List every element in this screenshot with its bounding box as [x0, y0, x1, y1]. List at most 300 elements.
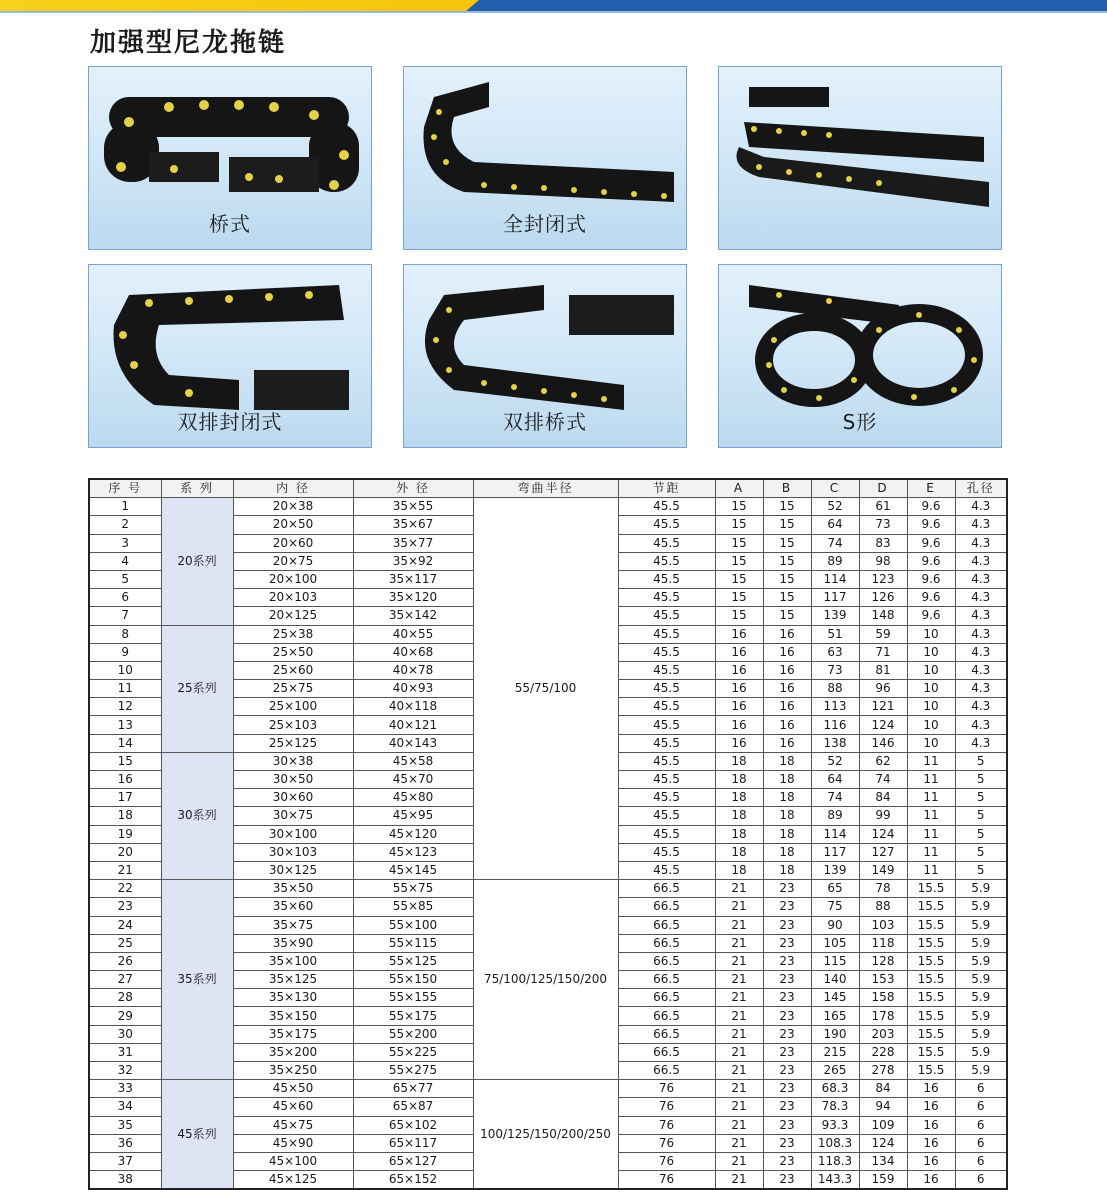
pitch-cell: 45.5 [618, 861, 715, 879]
photo-double-row-bridge [403, 264, 687, 448]
dim-e-cell: 11 [907, 861, 955, 879]
inner-size-cell: 35×125 [233, 971, 353, 989]
outer-size-cell: 65×102 [353, 1116, 473, 1134]
hole-diameter-cell: 5.9 [955, 989, 1007, 1007]
dim-b-cell: 23 [763, 1134, 811, 1152]
inner-size-cell: 35×60 [233, 898, 353, 916]
dim-e-cell: 9.6 [907, 534, 955, 552]
index-cell: 21 [89, 861, 161, 879]
index-cell: 4 [89, 552, 161, 570]
dim-c-cell: 116 [811, 716, 859, 734]
outer-size-cell: 55×125 [353, 952, 473, 970]
dim-d-cell: 159 [859, 1171, 907, 1190]
pitch-cell: 45.5 [618, 752, 715, 770]
dim-c-cell: 52 [811, 498, 859, 516]
dim-a-cell: 15 [715, 534, 763, 552]
pitch-cell: 45.5 [618, 552, 715, 570]
dim-c-cell: 78.3 [811, 1098, 859, 1116]
outer-size-cell: 40×55 [353, 625, 473, 643]
outer-size-cell: 35×77 [353, 534, 473, 552]
series-cell: 35系列 [161, 880, 233, 1080]
hole-diameter-cell: 4.3 [955, 734, 1007, 752]
dim-c-cell: 73 [811, 661, 859, 679]
dim-b-cell: 15 [763, 534, 811, 552]
header-cell: C [811, 479, 859, 498]
index-cell: 3 [89, 534, 161, 552]
hole-diameter-cell: 4.3 [955, 716, 1007, 734]
pitch-cell: 45.5 [618, 716, 715, 734]
dim-d-cell: 128 [859, 952, 907, 970]
dim-a-cell: 21 [715, 1080, 763, 1098]
inner-size-cell: 25×100 [233, 698, 353, 716]
dim-d-cell: 103 [859, 916, 907, 934]
dim-b-cell: 23 [763, 934, 811, 952]
outer-size-cell: 55×75 [353, 880, 473, 898]
header-cell: E [907, 479, 955, 498]
dim-c-cell: 63 [811, 643, 859, 661]
dim-b-cell: 16 [763, 734, 811, 752]
dim-c-cell: 115 [811, 952, 859, 970]
photo-caption: 全封闭式 [503, 212, 587, 236]
photo-double-bridge [718, 66, 1002, 250]
dim-e-cell: 10 [907, 716, 955, 734]
dim-c-cell: 143.3 [811, 1171, 859, 1190]
hole-diameter-cell: 4.3 [955, 516, 1007, 534]
series-cell: 25系列 [161, 625, 233, 752]
dim-c-cell: 105 [811, 934, 859, 952]
dim-e-cell: 11 [907, 807, 955, 825]
outer-size-cell: 45×95 [353, 807, 473, 825]
dim-c-cell: 65 [811, 880, 859, 898]
hole-diameter-cell: 6 [955, 1152, 1007, 1170]
dim-b-cell: 16 [763, 643, 811, 661]
dim-a-cell: 21 [715, 934, 763, 952]
dim-b-cell: 16 [763, 716, 811, 734]
outer-size-cell: 55×155 [353, 989, 473, 1007]
pitch-cell: 66.5 [618, 952, 715, 970]
index-cell: 9 [89, 643, 161, 661]
hole-diameter-cell: 5 [955, 789, 1007, 807]
hole-diameter-cell: 4.3 [955, 698, 1007, 716]
bend-radius-cell: 75/100/125/150/200 [473, 880, 618, 1080]
inner-size-cell: 35×175 [233, 1025, 353, 1043]
dim-d-cell: 78 [859, 880, 907, 898]
dim-b-cell: 15 [763, 607, 811, 625]
dim-e-cell: 9.6 [907, 552, 955, 570]
dim-d-cell: 153 [859, 971, 907, 989]
dim-e-cell: 9.6 [907, 607, 955, 625]
index-cell: 8 [89, 625, 161, 643]
inner-size-cell: 20×50 [233, 516, 353, 534]
pitch-cell: 66.5 [618, 1062, 715, 1080]
dim-e-cell: 16 [907, 1171, 955, 1190]
dim-d-cell: 123 [859, 570, 907, 588]
pitch-cell: 45.5 [618, 625, 715, 643]
header-cell: 系 列 [161, 479, 233, 498]
header-cell: 序 号 [89, 479, 161, 498]
outer-size-cell: 35×67 [353, 516, 473, 534]
hole-diameter-cell: 5.9 [955, 1043, 1007, 1061]
index-cell: 23 [89, 898, 161, 916]
dim-d-cell: 134 [859, 1152, 907, 1170]
header-cell: 节距 [618, 479, 715, 498]
header-cell: 弯曲半径 [473, 479, 618, 498]
dim-a-cell: 16 [715, 680, 763, 698]
pitch-cell: 66.5 [618, 898, 715, 916]
photo-caption: 双排桥式 [503, 410, 587, 434]
outer-size-cell: 40×78 [353, 661, 473, 679]
outer-size-cell: 45×120 [353, 825, 473, 843]
inner-size-cell: 25×38 [233, 625, 353, 643]
pitch-cell: 45.5 [618, 534, 715, 552]
hole-diameter-cell: 4.3 [955, 552, 1007, 570]
dim-a-cell: 18 [715, 807, 763, 825]
dim-b-cell: 15 [763, 570, 811, 588]
index-cell: 25 [89, 934, 161, 952]
index-cell: 5 [89, 570, 161, 588]
outer-size-cell: 40×93 [353, 680, 473, 698]
dim-a-cell: 16 [715, 643, 763, 661]
inner-size-cell: 35×150 [233, 1007, 353, 1025]
spec-table [88, 478, 1008, 1190]
pitch-cell: 45.5 [618, 825, 715, 843]
index-cell: 38 [89, 1171, 161, 1190]
photo-caption: 桥式 [209, 212, 251, 236]
index-cell: 15 [89, 752, 161, 770]
index-cell: 26 [89, 952, 161, 970]
dim-b-cell: 23 [763, 1116, 811, 1134]
dim-a-cell: 15 [715, 589, 763, 607]
hole-diameter-cell: 6 [955, 1080, 1007, 1098]
outer-size-cell: 40×118 [353, 698, 473, 716]
dim-a-cell: 21 [715, 1171, 763, 1190]
photo-bridge [88, 66, 372, 250]
outer-size-cell: 55×175 [353, 1007, 473, 1025]
dim-e-cell: 15.5 [907, 880, 955, 898]
index-cell: 19 [89, 825, 161, 843]
outer-size-cell: 40×121 [353, 716, 473, 734]
dim-b-cell: 18 [763, 861, 811, 879]
dim-b-cell: 18 [763, 843, 811, 861]
dim-e-cell: 15.5 [907, 1007, 955, 1025]
photo-caption: 双排封闭式 [177, 410, 283, 434]
dim-e-cell: 15.5 [907, 1062, 955, 1080]
index-cell: 16 [89, 771, 161, 789]
dim-c-cell: 117 [811, 589, 859, 607]
header-cell: D [859, 479, 907, 498]
hole-diameter-cell: 6 [955, 1116, 1007, 1134]
dim-c-cell: 190 [811, 1025, 859, 1043]
outer-size-cell: 45×58 [353, 752, 473, 770]
index-cell: 37 [89, 1152, 161, 1170]
dim-a-cell: 21 [715, 1152, 763, 1170]
dim-a-cell: 18 [715, 843, 763, 861]
inner-size-cell: 20×103 [233, 589, 353, 607]
dim-e-cell: 16 [907, 1152, 955, 1170]
dim-b-cell: 23 [763, 1098, 811, 1116]
dim-d-cell: 124 [859, 716, 907, 734]
bend-radius-cell: 55/75/100 [473, 498, 618, 880]
dim-e-cell: 15.5 [907, 1043, 955, 1061]
inner-size-cell: 25×60 [233, 661, 353, 679]
dim-c-cell: 265 [811, 1062, 859, 1080]
dim-b-cell: 15 [763, 516, 811, 534]
hole-diameter-cell: 5 [955, 752, 1007, 770]
dim-b-cell: 18 [763, 752, 811, 770]
dim-b-cell: 23 [763, 880, 811, 898]
dim-d-cell: 118 [859, 934, 907, 952]
dim-e-cell: 10 [907, 625, 955, 643]
dim-b-cell: 18 [763, 789, 811, 807]
outer-size-cell: 45×123 [353, 843, 473, 861]
dim-b-cell: 23 [763, 971, 811, 989]
index-cell: 24 [89, 916, 161, 934]
hole-diameter-cell: 5.9 [955, 971, 1007, 989]
index-cell: 17 [89, 789, 161, 807]
outer-size-cell: 55×115 [353, 934, 473, 952]
dim-c-cell: 89 [811, 807, 859, 825]
pitch-cell: 45.5 [618, 680, 715, 698]
dim-e-cell: 10 [907, 661, 955, 679]
hole-diameter-cell: 4.3 [955, 625, 1007, 643]
dim-c-cell: 74 [811, 534, 859, 552]
dim-b-cell: 23 [763, 898, 811, 916]
inner-size-cell: 30×60 [233, 789, 353, 807]
dim-e-cell: 16 [907, 1080, 955, 1098]
outer-size-cell: 65×87 [353, 1098, 473, 1116]
dim-b-cell: 15 [763, 552, 811, 570]
hole-diameter-cell: 4.3 [955, 607, 1007, 625]
index-cell: 14 [89, 734, 161, 752]
outer-size-cell: 35×55 [353, 498, 473, 516]
dim-c-cell: 113 [811, 698, 859, 716]
dim-a-cell: 15 [715, 498, 763, 516]
inner-size-cell: 35×130 [233, 989, 353, 1007]
pitch-cell: 76 [618, 1152, 715, 1170]
dim-b-cell: 23 [763, 916, 811, 934]
dim-c-cell: 108.3 [811, 1134, 859, 1152]
outer-size-cell: 55×100 [353, 916, 473, 934]
dim-c-cell: 74 [811, 789, 859, 807]
dim-d-cell: 74 [859, 771, 907, 789]
dim-a-cell: 21 [715, 952, 763, 970]
index-cell: 28 [89, 989, 161, 1007]
inner-size-cell: 30×100 [233, 825, 353, 843]
dim-c-cell: 215 [811, 1043, 859, 1061]
dim-d-cell: 98 [859, 552, 907, 570]
outer-size-cell: 35×120 [353, 589, 473, 607]
pitch-cell: 76 [618, 1080, 715, 1098]
outer-size-cell: 40×143 [353, 734, 473, 752]
dim-d-cell: 73 [859, 516, 907, 534]
pitch-cell: 66.5 [618, 1025, 715, 1043]
hole-diameter-cell: 5.9 [955, 934, 1007, 952]
dim-a-cell: 21 [715, 916, 763, 934]
pitch-cell: 66.5 [618, 916, 715, 934]
outer-size-cell: 55×275 [353, 1062, 473, 1080]
dim-a-cell: 18 [715, 789, 763, 807]
dim-e-cell: 15.5 [907, 952, 955, 970]
dim-d-cell: 278 [859, 1062, 907, 1080]
header-rule [0, 11, 1107, 13]
table-row [89, 1080, 1007, 1098]
dim-e-cell: 11 [907, 825, 955, 843]
dim-d-cell: 99 [859, 807, 907, 825]
dim-e-cell: 16 [907, 1134, 955, 1152]
double-bridge-chain-image [719, 67, 1002, 250]
index-cell: 6 [89, 589, 161, 607]
outer-size-cell: 55×200 [353, 1025, 473, 1043]
hole-diameter-cell: 4.3 [955, 661, 1007, 679]
dim-e-cell: 9.6 [907, 589, 955, 607]
pitch-cell: 76 [618, 1134, 715, 1152]
inner-size-cell: 45×50 [233, 1080, 353, 1098]
inner-size-cell: 20×100 [233, 570, 353, 588]
hole-diameter-cell: 5 [955, 861, 1007, 879]
dim-d-cell: 124 [859, 1134, 907, 1152]
dim-b-cell: 16 [763, 661, 811, 679]
dim-d-cell: 178 [859, 1007, 907, 1025]
dim-d-cell: 124 [859, 825, 907, 843]
dim-a-cell: 21 [715, 989, 763, 1007]
inner-size-cell: 45×125 [233, 1171, 353, 1190]
inner-size-cell: 45×90 [233, 1134, 353, 1152]
dim-b-cell: 23 [763, 989, 811, 1007]
index-cell: 35 [89, 1116, 161, 1134]
dim-c-cell: 114 [811, 570, 859, 588]
index-cell: 34 [89, 1098, 161, 1116]
inner-size-cell: 35×250 [233, 1062, 353, 1080]
index-cell: 7 [89, 607, 161, 625]
index-cell: 20 [89, 843, 161, 861]
inner-size-cell: 45×60 [233, 1098, 353, 1116]
header-cell: 孔径 [955, 479, 1007, 498]
pitch-cell: 45.5 [618, 843, 715, 861]
photo-s-shape [718, 264, 1002, 448]
hole-diameter-cell: 4.3 [955, 643, 1007, 661]
hole-diameter-cell: 4.3 [955, 570, 1007, 588]
dim-b-cell: 23 [763, 1171, 811, 1190]
dim-c-cell: 145 [811, 989, 859, 1007]
hole-diameter-cell: 5.9 [955, 898, 1007, 916]
dim-a-cell: 15 [715, 552, 763, 570]
dim-b-cell: 23 [763, 1025, 811, 1043]
inner-size-cell: 20×60 [233, 534, 353, 552]
hole-diameter-cell: 5.9 [955, 1007, 1007, 1025]
dim-c-cell: 51 [811, 625, 859, 643]
dim-b-cell: 18 [763, 825, 811, 843]
pitch-cell: 66.5 [618, 971, 715, 989]
dim-e-cell: 9.6 [907, 516, 955, 534]
index-cell: 10 [89, 661, 161, 679]
dim-d-cell: 121 [859, 698, 907, 716]
dim-b-cell: 23 [763, 1152, 811, 1170]
inner-size-cell: 45×100 [233, 1152, 353, 1170]
hole-diameter-cell: 4.3 [955, 589, 1007, 607]
pitch-cell: 76 [618, 1098, 715, 1116]
inner-size-cell: 20×125 [233, 607, 353, 625]
index-cell: 12 [89, 698, 161, 716]
dim-e-cell: 15.5 [907, 898, 955, 916]
pitch-cell: 45.5 [618, 807, 715, 825]
index-cell: 22 [89, 880, 161, 898]
pitch-cell: 45.5 [618, 789, 715, 807]
header-cell: 外 径 [353, 479, 473, 498]
dim-b-cell: 23 [763, 1062, 811, 1080]
dim-d-cell: 126 [859, 589, 907, 607]
dim-b-cell: 18 [763, 771, 811, 789]
dim-d-cell: 149 [859, 861, 907, 879]
inner-size-cell: 30×38 [233, 752, 353, 770]
dim-d-cell: 88 [859, 898, 907, 916]
dim-a-cell: 16 [715, 625, 763, 643]
inner-size-cell: 35×100 [233, 952, 353, 970]
header-cell: 内 径 [233, 479, 353, 498]
dim-e-cell: 15.5 [907, 989, 955, 1007]
dim-a-cell: 21 [715, 1025, 763, 1043]
hole-diameter-cell: 5 [955, 807, 1007, 825]
inner-size-cell: 35×50 [233, 880, 353, 898]
dim-a-cell: 21 [715, 898, 763, 916]
hole-diameter-cell: 6 [955, 1171, 1007, 1190]
dim-d-cell: 228 [859, 1043, 907, 1061]
table-header-row [89, 479, 1007, 498]
pitch-cell: 66.5 [618, 989, 715, 1007]
dim-e-cell: 11 [907, 843, 955, 861]
dim-a-cell: 15 [715, 607, 763, 625]
dim-e-cell: 15.5 [907, 916, 955, 934]
index-cell: 2 [89, 516, 161, 534]
dim-b-cell: 23 [763, 1043, 811, 1061]
dim-a-cell: 21 [715, 1098, 763, 1116]
dim-e-cell: 10 [907, 680, 955, 698]
inner-size-cell: 25×125 [233, 734, 353, 752]
hole-diameter-cell: 5 [955, 771, 1007, 789]
photo-caption: S形 [842, 410, 878, 434]
photo-double-enclosed [88, 264, 372, 448]
dim-d-cell: 146 [859, 734, 907, 752]
pitch-cell: 76 [618, 1171, 715, 1190]
dim-a-cell: 16 [715, 698, 763, 716]
dim-d-cell: 96 [859, 680, 907, 698]
top-decorative-bar [0, 0, 1107, 12]
outer-size-cell: 55×225 [353, 1043, 473, 1061]
header-cell: A [715, 479, 763, 498]
dim-e-cell: 15.5 [907, 971, 955, 989]
dim-c-cell: 90 [811, 916, 859, 934]
dim-a-cell: 21 [715, 1043, 763, 1061]
index-cell: 31 [89, 1043, 161, 1061]
hole-diameter-cell: 4.3 [955, 498, 1007, 516]
outer-size-cell: 55×150 [353, 971, 473, 989]
dim-e-cell: 10 [907, 643, 955, 661]
hole-diameter-cell: 5 [955, 825, 1007, 843]
hole-diameter-cell: 5.9 [955, 880, 1007, 898]
dim-b-cell: 15 [763, 589, 811, 607]
index-cell: 18 [89, 807, 161, 825]
dim-b-cell: 15 [763, 498, 811, 516]
dim-d-cell: 109 [859, 1116, 907, 1134]
page-title: 加强型尼龙拖链 [90, 28, 287, 58]
dim-e-cell: 11 [907, 789, 955, 807]
dim-a-cell: 15 [715, 570, 763, 588]
dim-a-cell: 16 [715, 734, 763, 752]
dim-c-cell: 64 [811, 516, 859, 534]
index-cell: 30 [89, 1025, 161, 1043]
dim-a-cell: 16 [715, 661, 763, 679]
dim-e-cell: 9.6 [907, 498, 955, 516]
dim-a-cell: 21 [715, 1062, 763, 1080]
